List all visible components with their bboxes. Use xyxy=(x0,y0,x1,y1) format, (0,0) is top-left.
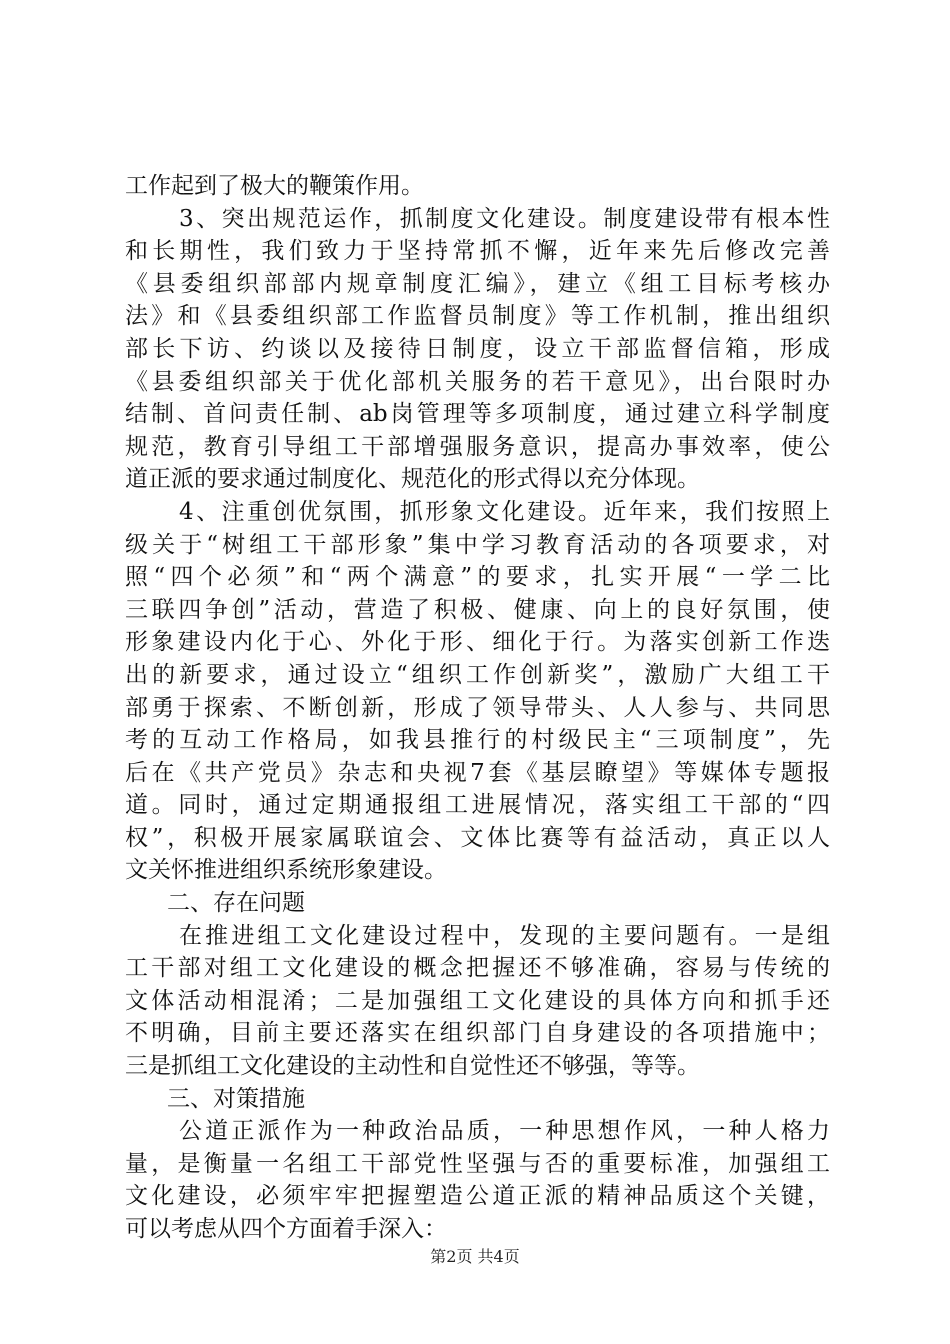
text-line: 考的互动工作格局，如我县推行的村级民主“三项制度”，先 xyxy=(125,727,830,754)
document-body xyxy=(125,170,830,1246)
section-heading: 二、存在问题 xyxy=(167,890,305,917)
text-line: 文关怀推进组织系统形象建设。 xyxy=(125,857,447,884)
text-line: 三联四争创”活动，营造了积极、健康、向上的良好氛围，使 xyxy=(125,596,830,623)
text-line: 级关于“树组工干部形象”集中学习教育活动的各项要求，对 xyxy=(125,531,830,558)
text-line: 部勇于探索、不断创新，形成了领导带头、人人参与、共同思 xyxy=(125,694,830,721)
text-line: 道。同时，通过定期通报组工进展情况，落实组工干部的“四 xyxy=(125,792,830,819)
text-line: 结制、首问责任制、ab岗管理等多项制度，通过建立科学制度 xyxy=(125,401,830,428)
text-line: 文体活动相混淆；二是加强组工文化建设的具体方向和抓手还 xyxy=(125,987,830,1014)
text-line: 工作起到了极大的鞭策作用。 xyxy=(125,173,424,199)
text-line: 不明确，目前主要还落实在组织部门自身建设的各项措施中； xyxy=(125,1020,830,1047)
text-line: 部长下访、约谈以及接待日制度，设立干部监督信箱，形成 xyxy=(125,335,830,362)
text-line: 可以考虑从四个方面着手深入： xyxy=(125,1216,447,1242)
text-line: 在推进组工文化建设过程中，发现的主要问题有。一是组 xyxy=(179,922,830,949)
page-footer: 第2页 共4页 xyxy=(430,1247,520,1266)
text-line: 和长期性，我们致力于坚持常抓不懈，近年来先后修改完善 xyxy=(125,238,830,265)
text-line: 文化建设，必须牢牢把握塑造公道正派的精神品质这个关键， xyxy=(125,1183,830,1210)
text-line: 出的新要求，通过设立“组织工作创新奖”，激励广大组工干 xyxy=(125,661,830,688)
text-line: 照“四个必须”和“两个满意”的要求，扎实开展“一学二比 xyxy=(125,564,830,591)
text-line: 法》和《县委组织部工作监督员制度》等工作机制，推出组织 xyxy=(125,303,830,330)
text-line: 3、突出规范运作，抓制度文化建设。制度建设带有根本性 xyxy=(179,205,830,232)
text-line: 公道正派作为一种政治品质，一种思想作风，一种人格力 xyxy=(179,1118,830,1145)
text-line: 规范，教育引导组工干部增强服务意识，提高办事效率，使公 xyxy=(125,433,830,460)
text-line: 形象建设内化于心、外化于形、细化于行。为落实创新工作迭 xyxy=(125,629,830,656)
text-line: 后在《共产党员》杂志和央视7套《基层瞭望》等媒体专题报 xyxy=(125,759,830,786)
text-line: 权”，积极开展家属联谊会、文体比赛等有益活动，真正以人 xyxy=(125,824,830,851)
text-line: 工干部对组工文化建设的概念把握还不够准确，容易与传统的 xyxy=(125,955,830,982)
text-line: 量，是衡量一名组工干部党性坚强与否的重要标准，加强组工 xyxy=(125,1150,830,1177)
text-line: 三是抓组工文化建设的主动性和自觉性还不够强，等等。 xyxy=(125,1053,700,1080)
text-line: 《县委组织部部内规章制度汇编》，建立《组工目标考核办 xyxy=(125,270,830,297)
text-line: 《县委组织部关于优化部机关服务的若干意见》，出台限时办 xyxy=(125,368,830,395)
section-heading: 三、对策措施 xyxy=(167,1085,305,1112)
text-line: 4、注重创优氛围，抓形象文化建设。近年来，我们按照上 xyxy=(179,498,830,525)
text-line: 道正派的要求通过制度化、规范化的形式得以充分体现。 xyxy=(125,466,700,493)
